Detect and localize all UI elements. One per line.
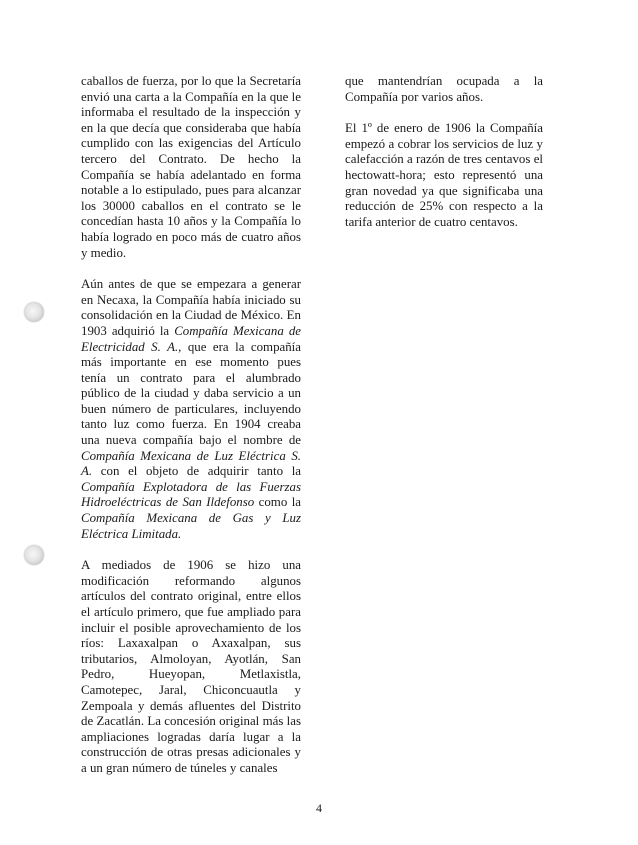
paragraph: A mediados de 1906 se hizo una modificación reformando algunos artículos del contrato original, entre ellos el artículo primero, que fue ampliado para incluir el posible aprovechamiento de los ríos: Laxaxalpan o Axaxalpan, sus tributarios, Almoloyan, Ayotlán, San Pedro, Hueyopan, Metlaxistla, Camotepec, Jaral, Chiconcuautla y Zempoala y demás afluentes del Distrito de Zacatlán. La concesión original más las ampliaciones logradas daría lugar a la construcción de otras presas adicionales y a un gran número de túneles y canales: [81, 558, 301, 775]
company-name: Compañía Explotadora de las Fuerzas Hidroeléctricas de San Ildefonso: [81, 479, 301, 510]
paragraph: caballos de fuerza, por lo que la Secretaría envió una carta a la Compañía en la que le informaba el resultado de la inspección y en la que decía que consideraba que había cumplido con las exigencias del Artículo tercero del Contrato. De hecho la Compañía se había adelantado en forma notable a lo estipulado, pues para alcanzar los 30000 caballos en el contrato se le concedían hasta 10 años y la Compañía lo había logrado en poco más de cuatro años y medio.: [81, 74, 301, 260]
paragraph-text: como la: [254, 495, 302, 510]
paragraph: El 1º de enero de 1906 la Compañía empezó a cobrar los servicios de luz y calefacción a razón de tres centavos el hectowatt-hora; esto representó una gran novedad ya que significaba una reducción de 25% con respecto a la tarifa anterior de cuatro centavos.: [345, 121, 543, 229]
paragraph-text: Aún antes de que se empezara a generar en Necaxa, la Compañía había iniciado su consolidación en la Ciudad de México. En 1903 adquirió la: [81, 277, 301, 338]
right-column: [345, 74, 543, 246]
paragraph: [81, 277, 301, 542]
company-name: Compañía Mexicana de Electricidad S. A.,: [81, 323, 301, 354]
page-number: 4: [316, 801, 322, 815]
punch-hole-icon: [24, 302, 44, 322]
paragraph: que mantendrían ocupada a la Compañía por varios años.: [345, 74, 543, 104]
paragraph-text: que era la compañía más importante en ese momento pues tenía un contrato para el alumbrado público de la ciudad y daba servicio a un buen número de particulares, incluyendo tanto luz como fuerza. En 1904 creaba una nueva compañía bajo el nombre de: [81, 339, 301, 448]
company-name: Compañía Mexicana de Luz Eléctrica S. A.: [81, 448, 301, 479]
left-column: [81, 74, 301, 793]
paragraph-text: con el objeto de adquirir tanto la: [92, 464, 301, 479]
company-name: Compañía Mexicana de Gas y Luz Eléctrica Limitada.: [81, 511, 301, 541]
punch-hole-icon: [24, 545, 44, 565]
